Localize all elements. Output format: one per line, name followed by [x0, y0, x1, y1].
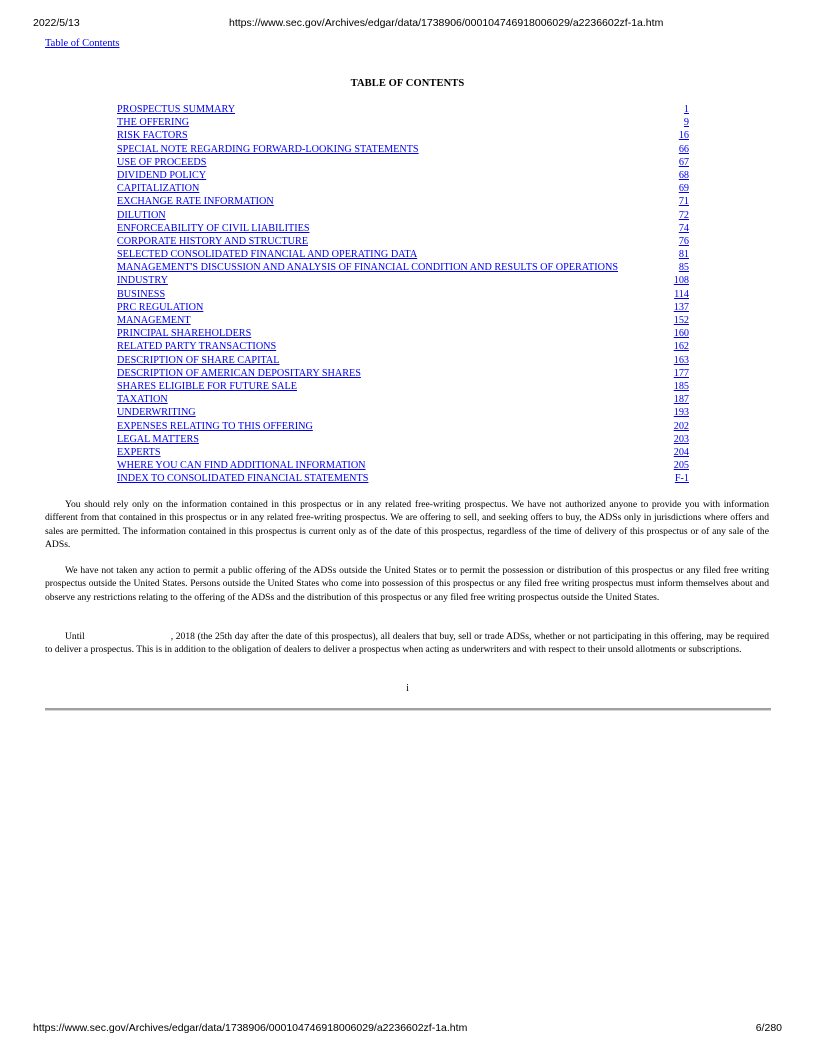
toc-row: [117, 261, 689, 274]
toc-entry-link[interactable]: PRC REGULATION: [117, 301, 204, 313]
toc-entry-link[interactable]: RISK FACTORS: [117, 130, 188, 142]
toc-row: [117, 420, 689, 433]
toc-list: [117, 103, 689, 485]
toc-entry-link[interactable]: RELATED PARTY TRANSACTIONS: [117, 341, 277, 353]
paragraph-reliance-text: You should rely only on the information contained in this prospectus or in any related free-writing prospectus. We have not authorized anyone to provide you with information different from that contained in this prospectus or in any related free-writing prospectus. We are offering to sell, and seeking offers to buy, the ADSs only in jurisdictions where offers and sales are permitted. The information contained in this prospectus is current only as of the date of this prospectus, regardless of the time of delivery of this prospectus or of any sale of the ADSs.: [45, 499, 769, 550]
toc-entry-link[interactable]: PRINCIPAL SHAREHOLDERS: [117, 328, 252, 340]
print-footer: [33, 1022, 782, 1036]
paragraph-dealer-rest: , 2018 (the 25th day after the date of this prospectus), all dealers that buy, sell or trade ADSs, whether or not participating in this offering, may be required to deliver a prospectus. This is in addition to the obligation of dealers to deliver a prospectus when acting as underwriters and with respect to their unsold allotments or subscriptions.: [45, 631, 769, 656]
toc-row: [117, 235, 689, 248]
toc-entry-link[interactable]: CAPITALIZATION: [117, 183, 200, 195]
toc-page-link[interactable]: 67: [678, 156, 689, 168]
toc-entry-link[interactable]: PROSPECTUS SUMMARY: [117, 104, 236, 115]
toc-row: [117, 301, 689, 314]
toc-page-link[interactable]: 16: [678, 130, 689, 142]
paragraph-offering-restrictions-text: We have not taken any action to permit a public offering of the ADSs outside the United States or to permit the possession or distribution of this prospectus or any filed free writing prospectus outside the United States. Persons outside the United States who come into possession of this prospectus or any filed free writing prospectus must inform themselves about and observe any restrictions relating to the offering of the ADSs and the distribution of this prospectus or any filed free writing prospectus outside the United States.: [45, 565, 769, 603]
toc-entry-link[interactable]: DILUTION: [117, 209, 166, 221]
toc-entry-link[interactable]: EXPENSES RELATING TO THIS OFFERING: [117, 420, 313, 432]
print-header-url: https://www.sec.gov/Archives/edgar/data/1738906/000104746918006029/a2236602zf-1a.htm: [229, 17, 664, 29]
toc-row: [117, 129, 689, 142]
toc-entry-link[interactable]: ENFORCEABILITY OF CIVIL LIABILITIES: [117, 222, 310, 234]
toc-entry-link[interactable]: SPECIAL NOTE REGARDING FORWARD-LOOKING STATEMENTS: [117, 143, 419, 155]
toc-page-link[interactable]: 1: [683, 104, 689, 115]
toc-page-link[interactable]: 74: [678, 222, 689, 234]
table-of-contents-link[interactable]: Table of Contents: [45, 38, 120, 49]
toc-entry-link[interactable]: TAXATION: [117, 394, 168, 406]
toc-entry-link[interactable]: SELECTED CONSOLIDATED FINANCIAL AND OPERATING DATA: [117, 249, 418, 261]
toc-row: [117, 406, 689, 419]
toc-page-link[interactable]: 85: [678, 262, 689, 274]
toc-entry-link[interactable]: DIVIDEND POLICY: [117, 169, 207, 181]
toc-entry-link[interactable]: CORPORATE HISTORY AND STRUCTURE: [117, 235, 309, 247]
toc-page-link[interactable]: 177: [673, 367, 689, 379]
toc-entry-link[interactable]: BUSINESS: [117, 288, 166, 300]
toc-entry-link[interactable]: EXPERTS: [117, 446, 161, 458]
toc-entry-link[interactable]: MANAGEMENT: [117, 315, 191, 326]
toc-entry-link[interactable]: THE OFFERING: [117, 117, 190, 129]
toc-page-link[interactable]: 203: [673, 433, 689, 445]
toc-row: [117, 354, 689, 367]
page-number: i: [406, 683, 409, 694]
toc-entry-link[interactable]: DESCRIPTION OF AMERICAN DEPOSITARY SHARES: [117, 367, 361, 379]
toc-page-link[interactable]: 160: [673, 328, 689, 340]
toc-page-link[interactable]: 137: [673, 301, 689, 313]
toc-entry-link[interactable]: EXCHANGE RATE INFORMATION: [117, 196, 274, 208]
toc-row: [117, 156, 689, 169]
toc-row: [117, 314, 689, 327]
toc-page-link[interactable]: 187: [673, 394, 689, 406]
toc-entry-link[interactable]: SHARES ELIGIBLE FOR FUTURE SALE: [117, 380, 297, 392]
toc-row: [117, 340, 689, 353]
toc-page-link[interactable]: 72: [678, 209, 689, 221]
paragraph-offering-restrictions: [45, 564, 769, 604]
toc-row: [117, 195, 689, 208]
paragraph-reliance: [45, 498, 769, 551]
toc-row: [117, 169, 689, 182]
toc-page-link[interactable]: 193: [673, 407, 689, 419]
paragraph-dealer-lead: Until: [65, 631, 85, 642]
toc-page-link[interactable]: 66: [678, 143, 689, 155]
toc-row: [117, 182, 689, 195]
toc-page-link[interactable]: 108: [673, 275, 689, 287]
toc-row: [117, 222, 689, 235]
toc-page-link[interactable]: 205: [673, 460, 689, 472]
toc-page-link[interactable]: 163: [673, 354, 689, 366]
toc-page-link[interactable]: 71: [678, 196, 689, 208]
toc-row: [117, 433, 689, 446]
toc-heading: TABLE OF CONTENTS: [350, 78, 465, 89]
toc-page-link[interactable]: 81: [678, 249, 689, 261]
toc-entry-link[interactable]: UNDERWRITING: [117, 407, 196, 419]
toc-entry-link[interactable]: MANAGEMENT'S DISCUSSION AND ANALYSIS OF FINANCIAL CONDITION AND RESULTS OF OPERATIONS: [117, 262, 618, 274]
print-header: [33, 17, 782, 31]
toc-page-link[interactable]: 202: [673, 420, 689, 432]
print-footer-url: https://www.sec.gov/Archives/edgar/data/1738906/000104746918006029/a2236602zf-1a.htm: [33, 1022, 468, 1034]
print-page-counter: 6/280: [755, 1022, 782, 1034]
toc-page-link[interactable]: 185: [673, 380, 689, 392]
toc-row: [117, 288, 689, 301]
toc-page-link[interactable]: 162: [673, 341, 689, 353]
toc-row: [117, 209, 689, 222]
toc-row: [117, 248, 689, 261]
toc-row: [117, 143, 689, 156]
toc-row: [117, 472, 689, 485]
toc-row: [117, 393, 689, 406]
toc-page-link[interactable]: 152: [673, 315, 689, 326]
toc-row: [117, 380, 689, 393]
paragraph-dealer-delivery: [45, 630, 769, 657]
toc-entry-link[interactable]: USE OF PROCEEDS: [117, 156, 207, 168]
toc-entry-link[interactable]: WHERE YOU CAN FIND ADDITIONAL INFORMATION: [117, 460, 366, 472]
toc-page-link[interactable]: 9: [683, 117, 689, 129]
toc-page-link[interactable]: 68: [678, 169, 689, 181]
toc-page-link[interactable]: 76: [678, 235, 689, 247]
toc-page-link[interactable]: F-1: [674, 473, 689, 485]
toc-page-link[interactable]: 204: [673, 446, 689, 458]
toc-page-link[interactable]: 114: [674, 288, 689, 300]
toc-row: [117, 446, 689, 459]
toc-row: [117, 103, 689, 116]
toc-entry-link[interactable]: DESCRIPTION OF SHARE CAPITAL: [117, 354, 280, 366]
toc-page-link[interactable]: 69: [678, 183, 689, 195]
toc-row: [117, 367, 689, 380]
toc-entry-link[interactable]: INDEX TO CONSOLIDATED FINANCIAL STATEMENTS: [117, 473, 369, 485]
toc-entry-link[interactable]: INDUSTRY: [117, 275, 168, 287]
toc-row: [117, 327, 689, 340]
toc-entry-link[interactable]: LEGAL MATTERS: [117, 433, 199, 445]
page-divider: [45, 708, 771, 711]
toc-row: [117, 274, 689, 287]
toc-row: [117, 459, 689, 472]
toc-row: [117, 116, 689, 129]
print-date: 2022/5/13: [33, 17, 80, 29]
